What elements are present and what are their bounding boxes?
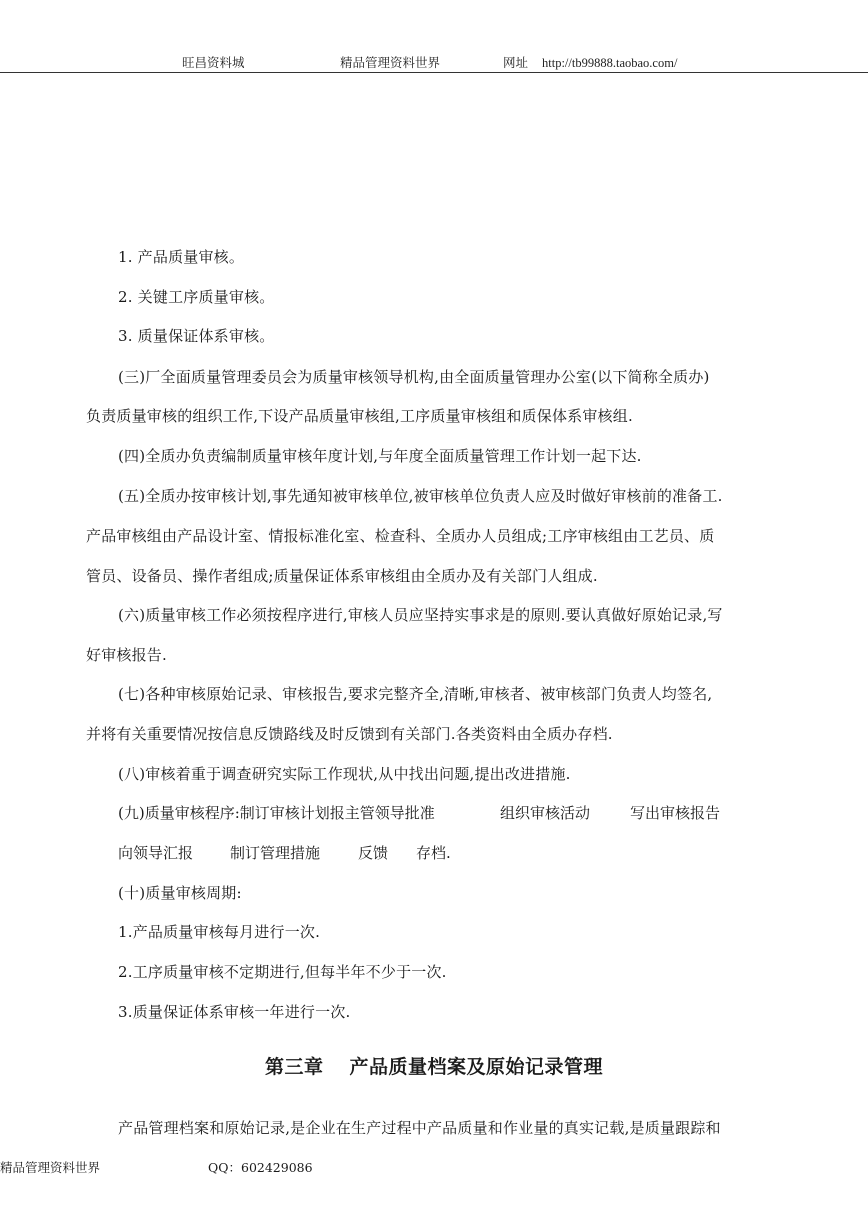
- procedure-step-6: 反馈: [358, 844, 389, 862]
- procedure-step-1: (九)质量审核程序:制订审核计划报主管领导批准: [118, 804, 435, 822]
- paragraph-7-line-2: 并将有关重要情况按信息反馈路线及时反馈到有关部门.各类资料由全质办存档.: [86, 725, 613, 743]
- footer-qq: QQ：602429086: [208, 1160, 313, 1175]
- chapter-intro-line-1: 产品管理档案和原始记录,是企业在生产过程中产品质量和作业量的真实记载,是质量跟踪和: [118, 1119, 721, 1137]
- list-item-2: 2. 关键工序质量审核。: [118, 288, 275, 306]
- page-header: [0, 0, 868, 73]
- procedure-step-4: 向领导汇报: [118, 844, 194, 862]
- paragraph-4: (四)全质办负责编制质量审核年度计划,与年度全面质量管理工作计划一起下达.: [118, 447, 642, 465]
- paragraph-3-line-1: (三)厂全面质量管理委员会为质量审核领导机构,由全面质量管理办公室(以下简称全质办): [118, 368, 710, 386]
- paragraph-8: (八)审核着重于调查研究实际工作现状,从中找出问题,提出改进措施.: [118, 765, 571, 783]
- paragraph-7-line-1: (七)各种审核原始记录、审核报告,要求完整齐全,清晰,审核者、被审核部门负责人均签名,: [118, 685, 713, 703]
- chapter-heading: [0, 1052, 868, 1079]
- procedure-step-5: 制订管理措施: [230, 844, 321, 862]
- list-item-3: 3. 质量保证体系审核。: [118, 327, 275, 345]
- procedure-step-3: 写出审核报告: [630, 804, 721, 822]
- paragraph-5-line-3: 管员、设备员、操作者组成;质量保证体系审核组由全质办及有关部门人组成.: [86, 567, 598, 585]
- cycle-item-1: 1.产品质量审核每月进行一次.: [118, 923, 321, 941]
- procedure-step-7: 存档.: [416, 844, 451, 862]
- paragraph-6-line-1: (六)质量审核工作必须按程序进行,审核人员应坚持实事求是的原则.要认真做好原始记录,写: [118, 606, 723, 624]
- paragraph-5-line-2: 产品审核组由产品设计室、情报标准化室、检查科、全质办人员组成;工序审核组由工艺员、质: [86, 527, 715, 545]
- cycle-item-2: 2.工序质量审核不定期进行,但每半年不少于一次.: [118, 963, 447, 981]
- paragraph-10: (十)质量审核周期:: [118, 884, 242, 902]
- chapter-number: 第三章: [264, 1056, 324, 1078]
- paragraph-3-line-2: 负责质量审核的组织工作,下设产品质量审核组,工序质量审核组和质保体系审核组.: [86, 407, 633, 425]
- footer-site-name: 精品管理资料世界: [0, 1160, 101, 1175]
- procedure-step-2: 组织审核活动: [500, 804, 591, 822]
- paragraph-6-line-2: 好审核报告.: [86, 646, 167, 664]
- cycle-item-3: 3.质量保证体系审核一年进行一次.: [118, 1003, 351, 1021]
- header-url-label: 网址: [503, 55, 529, 70]
- header-url-link[interactable]: http://tb99888.taobao.com/: [542, 56, 678, 70]
- paragraph-5-line-1: (五)全质办按审核计划,事先通知被审核单位,被审核单位负责人应及时做好审核前的准备工.: [118, 487, 723, 505]
- chapter-title: 产品质量档案及原始记录管理: [349, 1056, 604, 1078]
- header-shop-name: 旺昌资料城: [182, 55, 245, 70]
- header-url: [503, 53, 677, 71]
- header-site-name: 精品管理资料世界: [340, 55, 441, 70]
- list-item-1: 1. 产品质量审核。: [118, 248, 245, 266]
